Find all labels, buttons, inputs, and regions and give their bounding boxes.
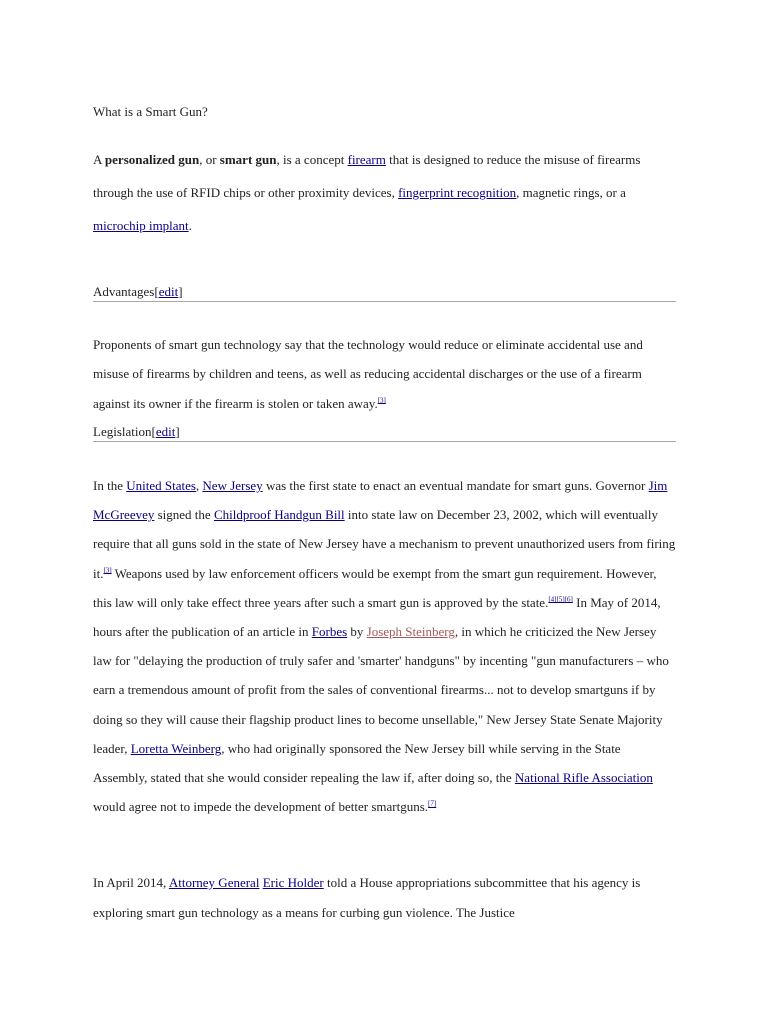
legislation-text: In May of 2014, hours after the publication of an article in: [93, 594, 661, 640]
link-jim-mcgreevey[interactable]: Jim McGreevey: [93, 478, 668, 523]
intro-text: , is a concept: [276, 152, 348, 167]
legislation-text: by: [347, 624, 367, 640]
legislation-text: ,: [195, 478, 203, 493]
legislation-text: In April 2014,: [93, 875, 169, 890]
legislation-text: would agree not to impede the development of better smartguns.: [93, 799, 429, 815]
link-childproof-handgun-bill[interactable]: Childproof Handgun Bill: [213, 507, 345, 523]
link-microchip-implant[interactable]: microchip implant: [93, 218, 189, 233]
intro-text: A: [93, 152, 105, 167]
link-fingerprint-recognition[interactable]: fingerprint recognition: [398, 185, 517, 200]
legislation-text: into state law on December 23, 2002, which will eventually require that all guns sold in the state of New Jersey have a mechanism to prevent unauthorized users from firing it.: [93, 507, 676, 581]
legislation-text: signed the: [154, 507, 214, 523]
edit-link-legislation[interactable]: edit: [155, 424, 176, 439]
link-forbes[interactable]: Forbes: [311, 624, 348, 640]
legislation-text: , in which he criticized the New Jersey law for "delaying the production of truly safer and 'smarter' handguns" by incenting "gun manufacturers – who earn a tremendous amount of profit from the sales of conventional firearms... not to develop smartguns if by doing so they will cause their flagship product lines to become unsellable," New Jersey State Senate Majority leader,: [93, 624, 669, 756]
edit-bracket: [: [154, 284, 159, 299]
term-personalized-gun: personalized gun: [104, 152, 200, 167]
reference-link[interactable]: [3]: [103, 566, 112, 575]
reference-link[interactable]: [3]: [377, 396, 386, 405]
section-heading-label: Legislation: [93, 424, 152, 439]
edit-bracket: ]: [178, 284, 183, 299]
edit-bracket: ]: [175, 424, 180, 439]
intro-paragraph: [93, 143, 677, 242]
reference-link[interactable]: [7]: [428, 799, 437, 808]
legislation-paragraph-2: [93, 868, 677, 927]
advantages-text: Proponents of smart gun technology say that the technology would reduce or eliminate accidental use and misuse of firearms by children and teens, as well as reducing accidental discharges or the use of a firearm against its owner if the firearm is stolen or taken away.: [93, 337, 643, 411]
reference-link[interactable]: [5]: [556, 595, 565, 604]
link-loretta-weinberg[interactable]: Loretta Weinberg: [130, 740, 222, 756]
legislation-text: told a House appropriations subcommittee that his agency is exploring smart gun technology as a means for curbing gun violence. The Justice: [93, 875, 641, 920]
intro-text: .: [188, 218, 192, 233]
intro-text: , or: [199, 152, 220, 167]
intro-text: , magnetic rings, or a: [516, 185, 626, 200]
link-national-rifle-association[interactable]: National Rifle Association: [514, 770, 653, 786]
legislation-paragraph-1: [93, 471, 677, 821]
section-heading-advantages: [93, 284, 676, 302]
legislation-text: , who had originally sponsored the New Jersey bill while serving in the State Assembly, stated that she would consider repealing the law if, after doing so, the: [93, 740, 621, 786]
reference-link[interactable]: [6]: [564, 595, 573, 604]
reference-link[interactable]: [4]: [548, 595, 557, 604]
legislation-text: was the first state to enact an eventual mandate for smart guns. Governor: [262, 478, 649, 493]
link-united-states[interactable]: United States: [126, 478, 196, 493]
link-new-jersey[interactable]: New Jersey: [202, 478, 263, 493]
link-attorney-general[interactable]: Attorney General: [168, 875, 260, 890]
term-smart-gun: smart gun: [219, 152, 277, 167]
advantages-paragraph: [93, 330, 677, 418]
edit-link-advantages[interactable]: edit: [158, 284, 179, 299]
link-firearm[interactable]: firearm: [347, 152, 386, 167]
section-heading-label: Advantages: [93, 284, 155, 299]
section-heading-legislation: [93, 424, 676, 442]
edit-bracket: [: [151, 424, 156, 439]
legislation-text: In the: [93, 478, 127, 493]
link-eric-holder[interactable]: Eric Holder: [262, 875, 324, 890]
link-joseph-steinberg[interactable]: Joseph Steinberg: [366, 624, 455, 640]
intro-text: that is designed to reduce the misuse of firearms through the use of RFID chips or other proximity devices,: [93, 152, 641, 200]
legislation-text: Weapons used by law enforcement officers would be exempt from the smart gun requirement. However, this law will only take effect three years after such a smart gun is approved by the state.: [93, 565, 657, 610]
page-title: What is a Smart Gun?: [93, 104, 208, 119]
